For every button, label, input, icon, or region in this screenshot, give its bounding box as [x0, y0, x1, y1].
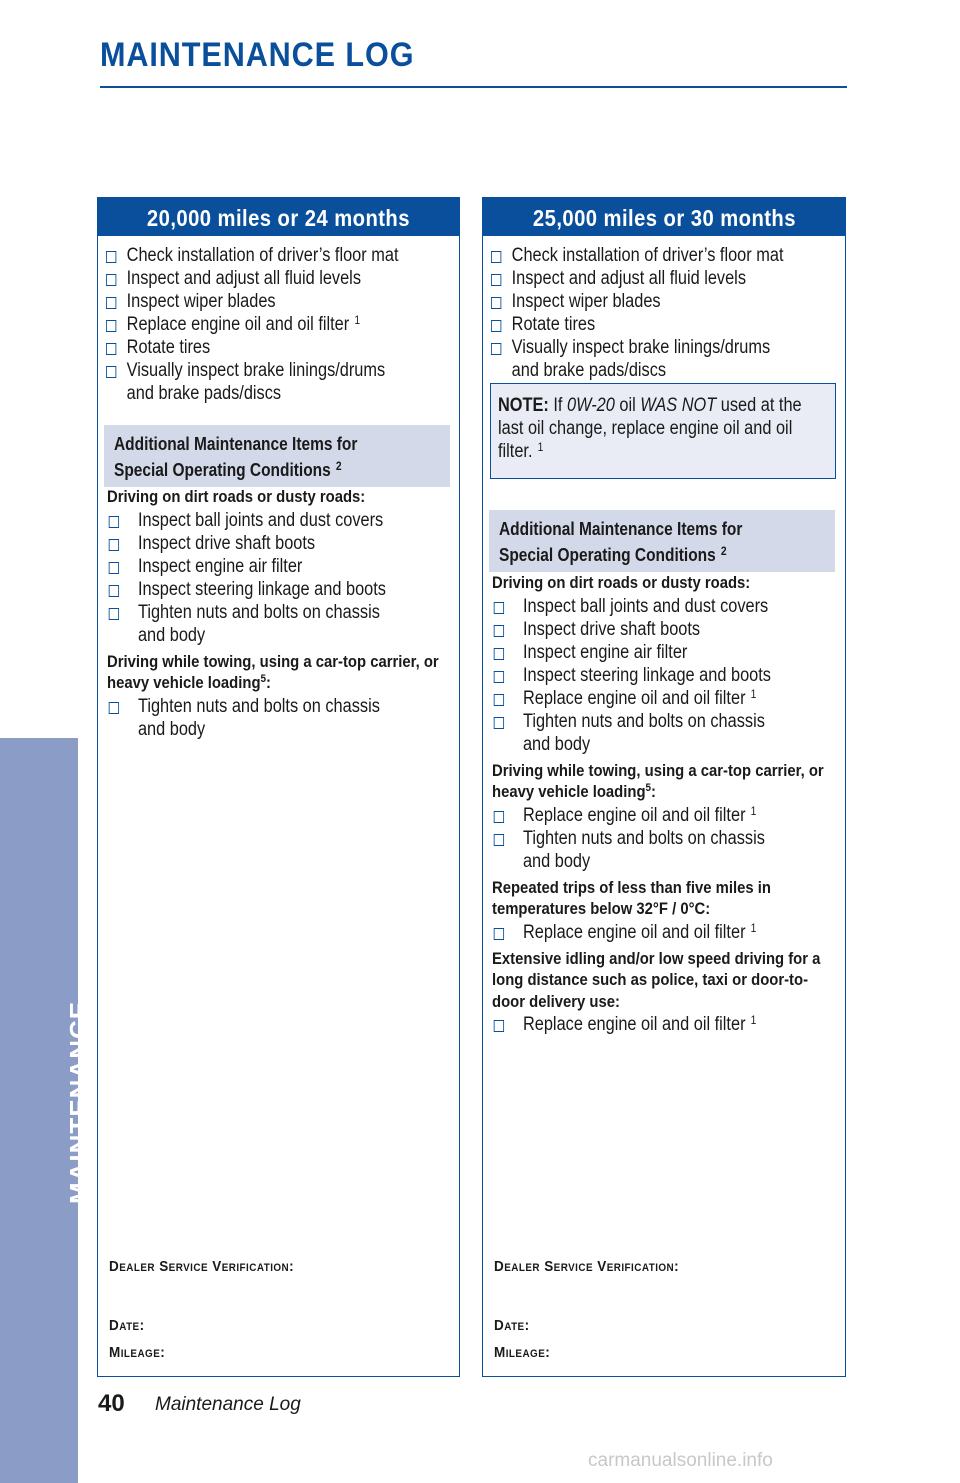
checkbox-square[interactable]	[109, 702, 119, 714]
checklist-item	[492, 827, 862, 850]
dealer-verification-label: Dealer Service Verification:	[494, 1258, 680, 1275]
checkbox-square[interactable]	[494, 1020, 504, 1032]
checkbox-square[interactable]	[491, 343, 501, 355]
checklist-item-text: Inspect wiper blades	[511, 291, 661, 312]
checklist-item-text: Inspect engine air filter	[137, 555, 303, 577]
condition-heading: Extensive idling and/or low speed driving for a long distance such as police, taxi or door-to-door delivery use:	[492, 949, 821, 1011]
mileage-label: Mileage:	[109, 1344, 166, 1361]
page-number: 40	[98, 1390, 125, 1417]
checklist-item-text: Replace engine oil and oil filter	[126, 314, 350, 335]
checklist-item	[106, 359, 466, 382]
checklist-item-text: Rotate tires	[126, 337, 211, 358]
checkbox-square[interactable]	[109, 585, 119, 597]
checklist-item	[491, 267, 851, 290]
checklist-item-text: Inspect steering linkage and boots	[137, 578, 386, 600]
checklist-item	[106, 290, 466, 313]
interval-20000-column	[97, 197, 460, 1377]
checkbox-square[interactable]	[494, 834, 504, 846]
watermark: carmanualsonline.info	[588, 1450, 773, 1471]
interval-25000-column	[482, 197, 846, 1377]
condition-items-list	[492, 921, 832, 944]
checklist-item	[492, 595, 862, 618]
condition-items-list	[492, 804, 832, 873]
scheduled-items-list	[491, 244, 831, 382]
checklist-item-continuation	[107, 718, 477, 741]
additional-items-header: Additional Maintenance Items for Special Operating Conditions $^2$	[489, 510, 835, 572]
checkbox-square[interactable]	[491, 297, 501, 309]
checkbox-square[interactable]	[106, 297, 116, 309]
footer-section-title: Maintenance Log	[155, 1394, 301, 1415]
condition-items-list	[492, 595, 832, 756]
checklist-item	[492, 804, 862, 827]
checklist-item-continuation	[492, 850, 862, 873]
checklist-item-text: Replace engine oil and oil filter	[522, 1014, 746, 1035]
condition-items-list	[492, 1013, 832, 1036]
checklist-item	[107, 532, 477, 555]
checklist-item-text: and body	[137, 718, 206, 740]
checkbox-square[interactable]	[109, 516, 119, 528]
footnote-marker: 1	[750, 1013, 757, 1027]
condition-items-list	[107, 695, 447, 741]
checklist-item-text: Inspect and adjust all fluid levels	[511, 268, 746, 289]
page-title: MAINTENANCE LOG	[100, 36, 415, 74]
footnote-marker: 5	[260, 673, 267, 685]
condition-heading: Driving while towing, using a car-top carrier, or heavy vehicle loading$^5$:	[492, 761, 824, 801]
checklist-item-text: Replace engine oil and oil filter	[522, 921, 746, 943]
additional-items-header: Additional Maintenance Items for Special Operating Conditions $^2$	[104, 425, 450, 487]
checklist-item	[106, 267, 466, 290]
interval-header: 20,000 miles or 24 months	[98, 198, 459, 236]
checkbox-square[interactable]	[494, 602, 504, 614]
footnote-marker: 1	[750, 686, 757, 701]
checklist-item-continuation	[491, 359, 851, 382]
checklist-item-text: and body	[522, 850, 591, 872]
checklist-item	[106, 244, 466, 267]
checklist-item-text: Inspect ball joints and dust covers	[522, 595, 769, 617]
checklist-item-text: Replace engine oil and oil filter	[522, 687, 746, 709]
checklist-item-text: and body	[522, 733, 591, 755]
condition-heading: Repeated trips of less than five miles in temperatures below 32°F / 0°C:	[492, 878, 771, 918]
oil-note: NOTE: If 0W-20 oil WAS NOT used at the last oil change, replace engine oil and oil filter. $^1$	[490, 383, 836, 479]
checkbox-square[interactable]	[106, 274, 116, 286]
checkbox-square[interactable]	[494, 648, 504, 660]
checklist-item	[107, 509, 477, 532]
checkbox-square[interactable]	[106, 320, 116, 332]
checkbox-square[interactable]	[106, 251, 116, 263]
footnote-marker: 1	[750, 920, 757, 935]
checklist-item	[492, 664, 862, 687]
checklist-item	[492, 641, 862, 664]
checklist-item-continuation	[492, 733, 862, 756]
date-label: Date:	[109, 1317, 145, 1334]
checklist-item-text: Inspect engine air filter	[522, 641, 688, 663]
checklist-item-text: Visually inspect brake linings/drums	[511, 337, 771, 358]
checklist-item	[107, 695, 477, 718]
checkbox-square[interactable]	[109, 608, 119, 620]
side-tab-label: MAINTENANCE	[64, 1000, 94, 1204]
checklist-item-text: Inspect drive shaft boots	[137, 532, 316, 554]
checkbox-square[interactable]	[491, 251, 501, 263]
checklist-item	[107, 601, 477, 624]
checkbox-square[interactable]	[494, 717, 504, 729]
checklist-item	[107, 555, 477, 578]
special-conditions	[492, 573, 832, 1036]
date-label: Date:	[494, 1317, 530, 1334]
condition-heading: Driving while towing, using a car-top carrier, or heavy vehicle loading$^5$:	[107, 652, 439, 692]
checkbox-square[interactable]	[491, 274, 501, 286]
checklist-item	[492, 1013, 862, 1036]
checklist-item	[492, 921, 862, 944]
condition-items-list	[107, 509, 447, 647]
checklist-item	[492, 687, 862, 710]
checklist-item	[492, 710, 862, 733]
checklist-item-text: Replace engine oil and oil filter	[522, 804, 746, 826]
checkbox-square[interactable]	[491, 320, 501, 332]
checkbox-square[interactable]	[106, 343, 116, 355]
checkbox-square[interactable]	[494, 811, 504, 823]
checklist-item	[106, 313, 466, 336]
checkbox-square[interactable]	[494, 671, 504, 683]
checklist-item	[491, 313, 851, 336]
checklist-item	[491, 336, 851, 359]
checklist-item-text: Inspect wiper blades	[126, 291, 276, 312]
checklist-item-text: Tighten nuts and bolts on chassis	[137, 601, 380, 623]
checkbox-square[interactable]	[494, 694, 504, 706]
checklist-item	[492, 618, 862, 641]
checkbox-square[interactable]	[494, 625, 504, 637]
checklist-item	[106, 336, 466, 359]
checklist-item-continuation	[107, 624, 477, 647]
checklist-item-text: Inspect steering linkage and boots	[522, 664, 771, 686]
condition-heading: Driving on dirt roads or dusty roads:	[107, 488, 366, 506]
checkbox-square[interactable]	[109, 539, 119, 551]
interval-header: 25,000 miles or 30 months	[483, 198, 845, 236]
checklist-item-text: Check installation of driver’s floor mat	[511, 245, 784, 266]
checklist-item-text: Tighten nuts and bolts on chassis	[137, 695, 380, 717]
condition-heading: Driving on dirt roads or dusty roads:	[492, 574, 751, 592]
checklist-item-text: and brake pads/discs	[126, 383, 282, 404]
checklist-item-text: Check installation of driver’s floor mat	[126, 245, 399, 266]
special-conditions	[107, 487, 447, 741]
title-rule	[100, 86, 847, 88]
checklist-item-text: Tighten nuts and bolts on chassis	[522, 710, 765, 732]
footnote-marker: 1	[354, 313, 361, 327]
checklist-item-text: Rotate tires	[511, 314, 596, 335]
mileage-label: Mileage:	[494, 1344, 551, 1361]
checklist-item-text: Inspect ball joints and dust covers	[137, 509, 384, 531]
dealer-verification-label: Dealer Service Verification:	[109, 1258, 295, 1275]
checklist-item	[491, 290, 851, 313]
scheduled-items-list	[106, 244, 446, 405]
checklist-item-text: Inspect and adjust all fluid levels	[126, 268, 361, 289]
checklist-item-text: and brake pads/discs	[511, 360, 667, 381]
checkbox-square[interactable]	[109, 562, 119, 574]
footnote-marker: 5	[645, 782, 652, 794]
checklist-item-text: and body	[137, 624, 206, 646]
checklist-item	[107, 578, 477, 601]
checklist-item-continuation	[106, 382, 466, 405]
checklist-item-text: Visually inspect brake linings/drums	[126, 360, 386, 381]
checkbox-square[interactable]	[494, 928, 504, 940]
checkbox-square[interactable]	[106, 366, 116, 378]
checklist-item	[491, 244, 851, 267]
footnote-marker: 1	[750, 803, 757, 818]
checklist-item-text: Tighten nuts and bolts on chassis	[522, 827, 765, 849]
checklist-item-text: Inspect drive shaft boots	[522, 618, 701, 640]
